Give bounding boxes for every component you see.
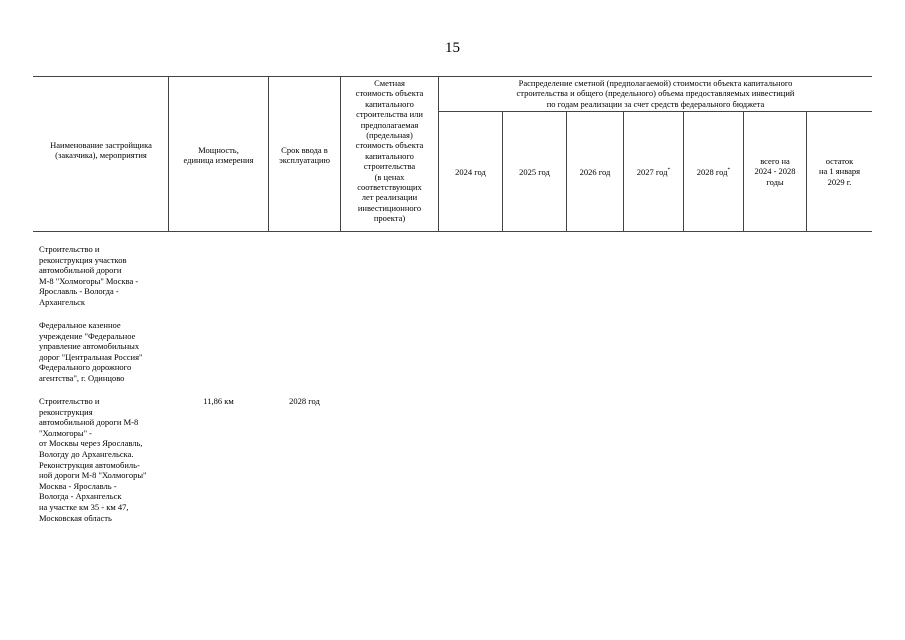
year-footnote-mark: *: [727, 167, 731, 174]
header-estimate-column: Сметная стоимость объекта капитального строительства или предполагаемая (предельная) стоимость объекта капитального строительства (в ценах соответствующих лет реализации инвестиционного проекта): [355, 78, 424, 224]
year-label: 2025 год: [519, 167, 550, 177]
year-footnote-mark: *: [667, 167, 671, 174]
header-year-2024: [439, 167, 502, 177]
header-term-column: Срок ввода в эксплуатацию: [279, 145, 330, 166]
header-power-column: Мощность, единица измерения: [183, 145, 254, 166]
header-year-2027: [624, 167, 683, 177]
row-object-power: 11,86 км: [203, 396, 234, 406]
header-remainder-column: остаток на 1 января 2029 г.: [818, 156, 861, 187]
header-year-2026: [567, 167, 623, 177]
table-row-developer: Федеральное казенное учреждение "Федеральное управление автомобильных дорог "Центральная Россия" Федерального дорожного агентства", г. Одинцово: [39, 320, 143, 383]
row-object-term: 2028 год: [289, 396, 320, 406]
table-row-object: Строительство и реконструкция автомобильной дороги М-8 "Холмогоры" - от Москвы через Ярославль, Вологду до Архангельска. Реконструкция автомобиль- ной дороги М-8 "Холмогоры" Москва - Ярославль - Вологда - Архангельск на участке км 35 - км 47, Московская область: [39, 396, 147, 523]
year-label: 2028 год: [696, 167, 728, 177]
year-label: 2024 год: [455, 167, 486, 177]
year-label: 2027 год: [636, 167, 668, 177]
header-name-column: Наименование застройщика (заказчика), мероприятия: [50, 140, 152, 161]
year-label: 2026 год: [579, 167, 611, 177]
table-top-rule: [33, 76, 872, 77]
table-header-bottom-rule: [33, 231, 872, 232]
page-number: 15: [445, 40, 460, 56]
header-year-2025: [503, 167, 566, 177]
header-distribution-title: Распределение сметной (предполагаемой) стоимости объекта капитального строительства и общего (предельного) объема предоставляемых инвестиций по годам реализации за счет средств федерального бюджета: [516, 78, 795, 109]
header-year-2028: [684, 167, 743, 177]
table-row-project-group: Строительство и реконструкция участков автомобильной дороги М-8 "Холмогоры" Москва - Ярославль - Вологда - Архангельск: [39, 244, 139, 307]
header-total-column: всего на 2024 - 2028 годы: [754, 156, 796, 187]
